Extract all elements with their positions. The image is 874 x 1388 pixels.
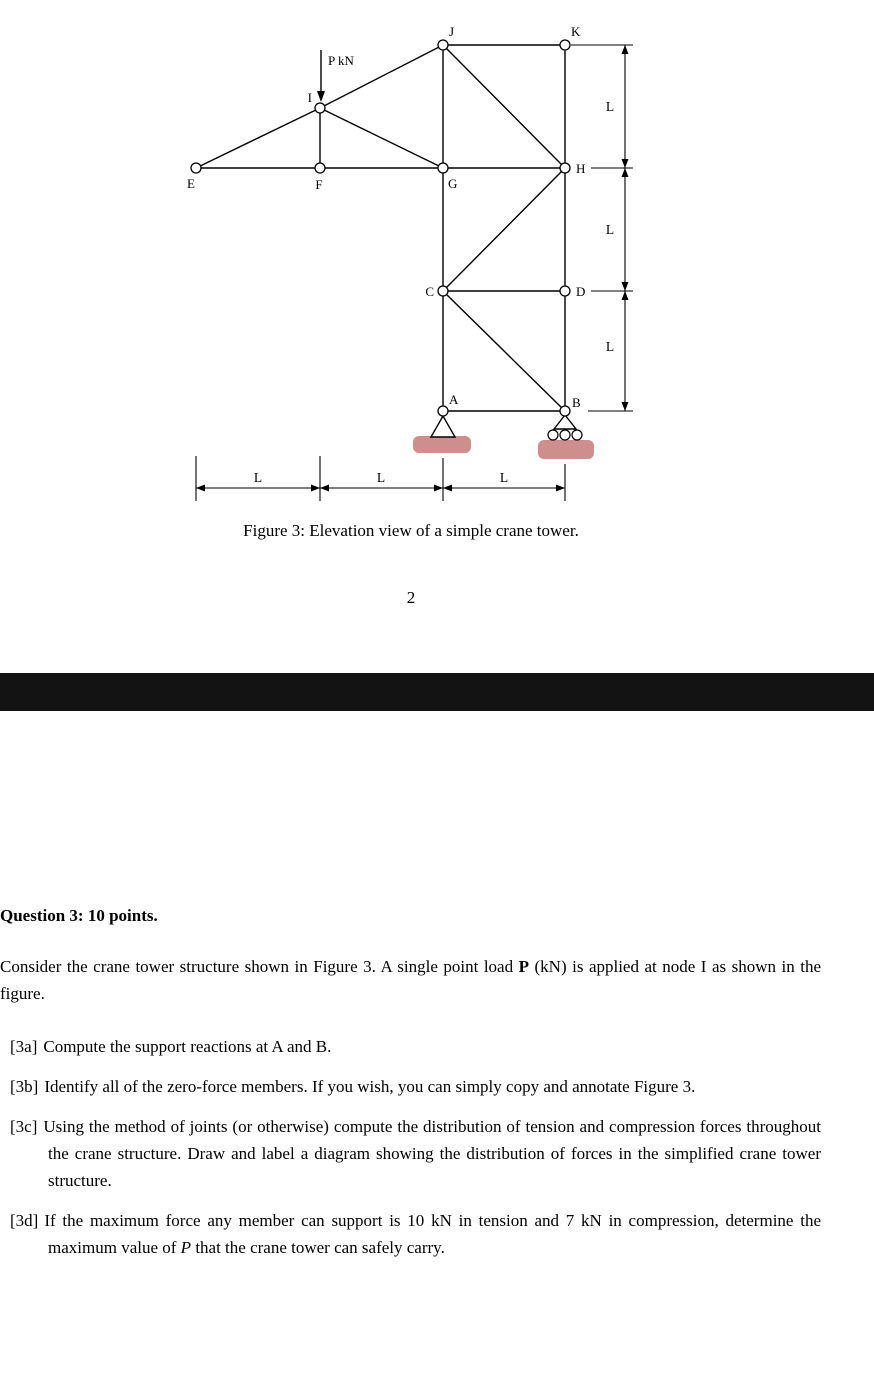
joint-G — [438, 163, 448, 173]
roller-triangle-icon — [554, 415, 576, 429]
pin-triangle-icon — [431, 416, 455, 437]
question-items — [0, 1033, 821, 1261]
joint-label-B: B — [572, 395, 581, 410]
item-text: that the crane tower can safely carry. — [191, 1238, 445, 1257]
truss-joint-labels — [187, 24, 585, 410]
joint-D — [560, 286, 570, 296]
intro-text: Consider the crane tower structure shown in Figure 3. A single point load — [0, 957, 519, 976]
question-item-3d — [0, 1207, 821, 1261]
joint-E — [191, 163, 201, 173]
dim-label-L: L — [376, 470, 386, 485]
member-H-C — [443, 168, 565, 291]
figure-crane-tower — [0, 0, 874, 510]
joint-label-F: F — [315, 177, 323, 192]
joint-label-H: H — [576, 161, 586, 176]
question-item-3b — [0, 1073, 821, 1100]
joint-label-A: A — [449, 392, 459, 407]
joint-label-E: E — [187, 176, 195, 191]
roller-icon — [560, 430, 570, 440]
joint-K — [560, 40, 570, 50]
load-arrowhead-icon — [317, 91, 325, 102]
support-pad — [413, 436, 471, 453]
support-pin-A — [413, 416, 471, 453]
truss-members — [196, 45, 565, 411]
load-arrow — [317, 50, 354, 102]
figure-caption: Figure 3: Elevation view of a simple crane tower. — [243, 521, 579, 540]
item-text: Compute the support reactions at A and B. — [43, 1037, 332, 1056]
question-intro — [0, 953, 821, 1007]
dimension-bottom — [196, 456, 565, 501]
member-I-G — [320, 108, 443, 168]
joint-label-D: D — [576, 284, 586, 299]
question-section — [0, 902, 821, 1261]
load-symbol-bold: P — [518, 957, 529, 976]
dim-label-L: L — [253, 470, 263, 485]
question-heading: Question 3: 10 points. — [0, 906, 158, 925]
member-J-H — [443, 45, 565, 168]
item-label: [3a] — [10, 1037, 38, 1056]
dim-label-L: L — [605, 339, 615, 354]
page-break-bar — [0, 673, 874, 711]
dim-label-L: L — [605, 222, 615, 237]
support-pad — [538, 440, 594, 459]
joint-label-K: K — [571, 24, 581, 39]
joint-H — [560, 163, 570, 173]
member-E-I — [196, 108, 320, 168]
item-label: [3b] — [10, 1077, 39, 1096]
question-item-3a — [0, 1033, 821, 1060]
joint-A — [438, 406, 448, 416]
joint-label-G: G — [448, 176, 458, 191]
support-roller-B — [538, 415, 594, 459]
roller-icon — [572, 430, 582, 440]
member-C-B — [443, 291, 565, 411]
roller-icon — [548, 430, 558, 440]
joint-label-J: J — [449, 24, 455, 39]
item-text: If the maximum force any member can support is 10 kN in tension and 7 kN in compression, determine the maximum value of — [44, 1211, 821, 1257]
dimension-right — [571, 45, 633, 411]
page-number: 2 — [406, 588, 416, 607]
joint-J — [438, 40, 448, 50]
joint-F — [315, 163, 325, 173]
joint-label-I: I — [307, 90, 312, 105]
intro-text: (kN) is applied at node I as shown in the figure. — [0, 957, 821, 1003]
item-text: Using the method of joints (or otherwise) compute the distribution of tension and compression forces throughout the crane structure. Draw and label a diagram showing the distribution of forces in the simplified crane tower structure. — [43, 1117, 821, 1190]
load-label: P kN — [328, 53, 354, 68]
item-label: [3d] — [10, 1211, 39, 1230]
joint-I — [315, 103, 325, 113]
dim-label-L: L — [605, 99, 615, 114]
load-symbol-italic: P — [180, 1238, 192, 1257]
joint-label-C: C — [425, 284, 434, 299]
item-label: [3c] — [10, 1117, 38, 1136]
question-item-3c — [0, 1113, 821, 1194]
joint-B — [560, 406, 570, 416]
item-text: Identify all of the zero-force members. If you wish, you can simply copy and annotate Figure 3. — [44, 1077, 696, 1096]
dim-label-L: L — [499, 470, 509, 485]
joint-C — [438, 286, 448, 296]
